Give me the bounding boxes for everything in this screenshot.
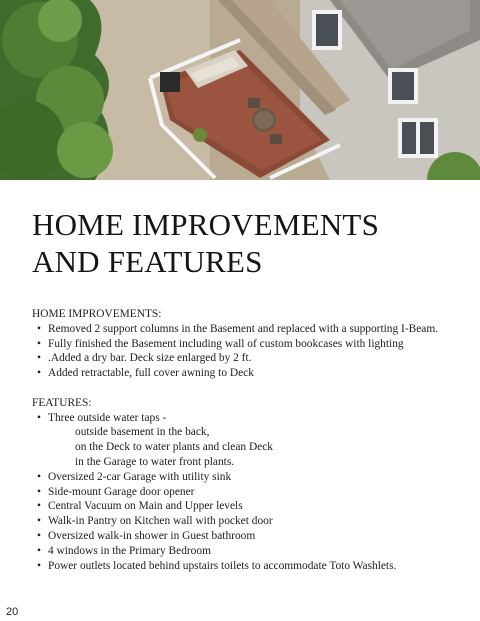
section-spacer — [32, 381, 452, 396]
list-item: • Power outlets located behind upstairs toilets to accommodate Toto Washlets. — [48, 559, 452, 574]
improvements-heading: HOME IMPROVEMENTS: — [32, 308, 162, 320]
list-item: • Oversized walk-in shower in Guest bathroom — [48, 529, 452, 544]
page-title — [32, 206, 379, 280]
water-taps-label: Three outside water taps - — [48, 411, 167, 424]
content-body — [32, 307, 452, 573]
list-item-water-taps — [48, 411, 452, 470]
title-line-2: AND FEATURES — [32, 244, 263, 279]
features-heading: FEATURES: — [32, 396, 92, 409]
list-item: • Walk-in Pantry on Kitchen wall with pocket door — [48, 514, 452, 529]
title-line-1: HOME IMPROVEMENTS — [32, 207, 380, 242]
list-item: • Side-mount Garage door opener — [48, 485, 452, 500]
list-item: • Central Vacuum on Main and Upper levels — [48, 499, 452, 514]
features-list — [32, 411, 452, 574]
deck-aerial-photo — [0, 0, 480, 180]
list-item: • Added retractable, full cover awning to Deck — [48, 366, 452, 381]
improvements-list — [32, 322, 452, 381]
list-item: • Oversized 2-car Garage with utility sink — [48, 470, 452, 485]
page-number: 20 — [6, 606, 19, 618]
water-taps-sublist — [48, 425, 452, 469]
list-item: • 4 windows in the Primary Bedroom — [48, 544, 452, 559]
list-item: • .Added a dry bar. Deck size enlarged by 2 ft. — [48, 351, 452, 366]
list-item: • Removed 2 support columns in the Basement and replaced with a supporting I-Beam. — [48, 322, 452, 337]
list-item: • Fully finished the Basement including wall of custom bookcases with lighting — [48, 337, 452, 352]
sub-list-item: outside basement in the back, — [75, 426, 210, 439]
sub-list-item: on the Deck to water plants and clean Deck — [75, 441, 273, 454]
sub-list-item: in the Garage to water front plants. — [75, 455, 235, 468]
